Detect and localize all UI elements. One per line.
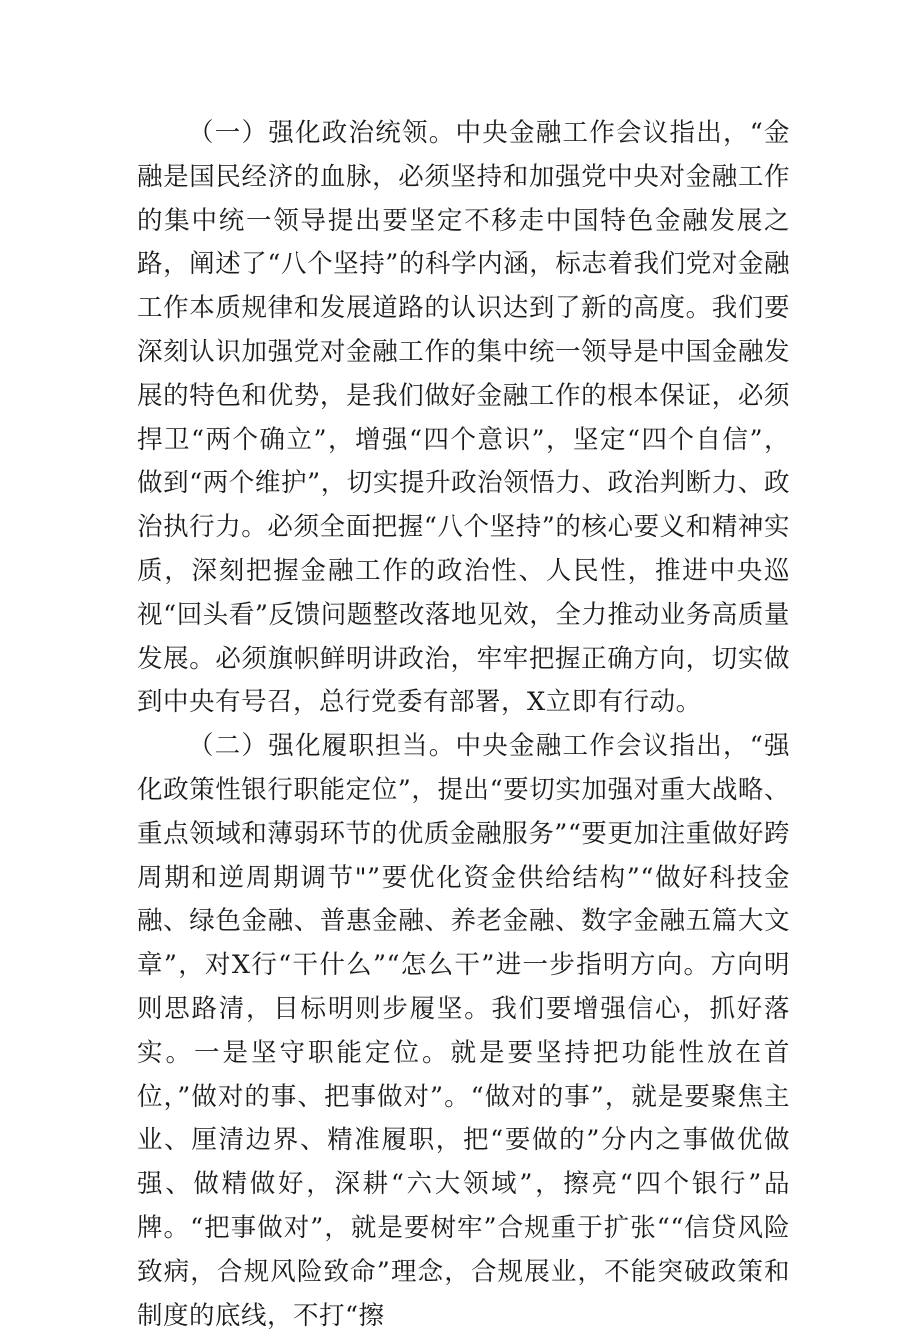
document-body — [137, 112, 790, 1338]
paragraph-strengthen-political-leadership: （一）强化政治统领。中央金融工作会议指出，“金融是国民经济的血脉，必须坚持和加强党中央对金融工作的集中统一领导提出要坚定不移走中国特色金融发展之路，阐述了“八个坚持”的科学内涵，标志着我们党对金融工作本质规律和发展道路的认识达到了新的高度。我们要深刻认识加强党对金融工作的集中统一领导是中国金融发展的特色和优势，是我们做好金融工作的根本保证，必须捍卫“两个确立”，增强“四个意识”，坚定“四个自信”，做到“两个维护”，切实提升政治领悟力、政治判断力、政治执行力。必须全面把握“八个坚持”的核心要义和精神实质，深刻把握金融工作的政治性、人民性，推进中央巡视“回头看”反馈问题整改落地见效，全力推动业务高质量发展。必须旗帜鲜明讲政治，牢牢把握正确方向，切实做到中央有号召，总行党委有部署，X立即有行动。 — [137, 118, 790, 718]
paragraph-strengthen-duty-performance: （二）强化履职担当。中央金融工作会议指出，“强化政策性银行职能定位”，提出“要切实加强对重大战略、重点领域和薄弱环节的优质金融服务”“要更加注重做好跨周期和逆周期调节"”要优化资金供给结构”“做好科技金融、绿色金融、普惠金融、养老金融、数字金融五篇大文章”，对X行“干什么”“怎么干”进一步指明方向。方向明则思路清，目标明则步履坚。我们要增强信心，抓好落实。一是坚守职能定位。就是要坚持把功能性放在首位，”做对的事、把事做对”。“做对的事”，就是要聚焦主业、厘清边界、精准履职，把“要做的”分内之事做优做强、做精做好，深耕“六大领域”，擦亮“四个银行”品牌。“把事做对”，就是要树牢”合规重于扩张““信贷风险致病，合规风险致命”理念，合规展业，不能突破政策和制度的底线，不打“擦 — [137, 731, 790, 1331]
